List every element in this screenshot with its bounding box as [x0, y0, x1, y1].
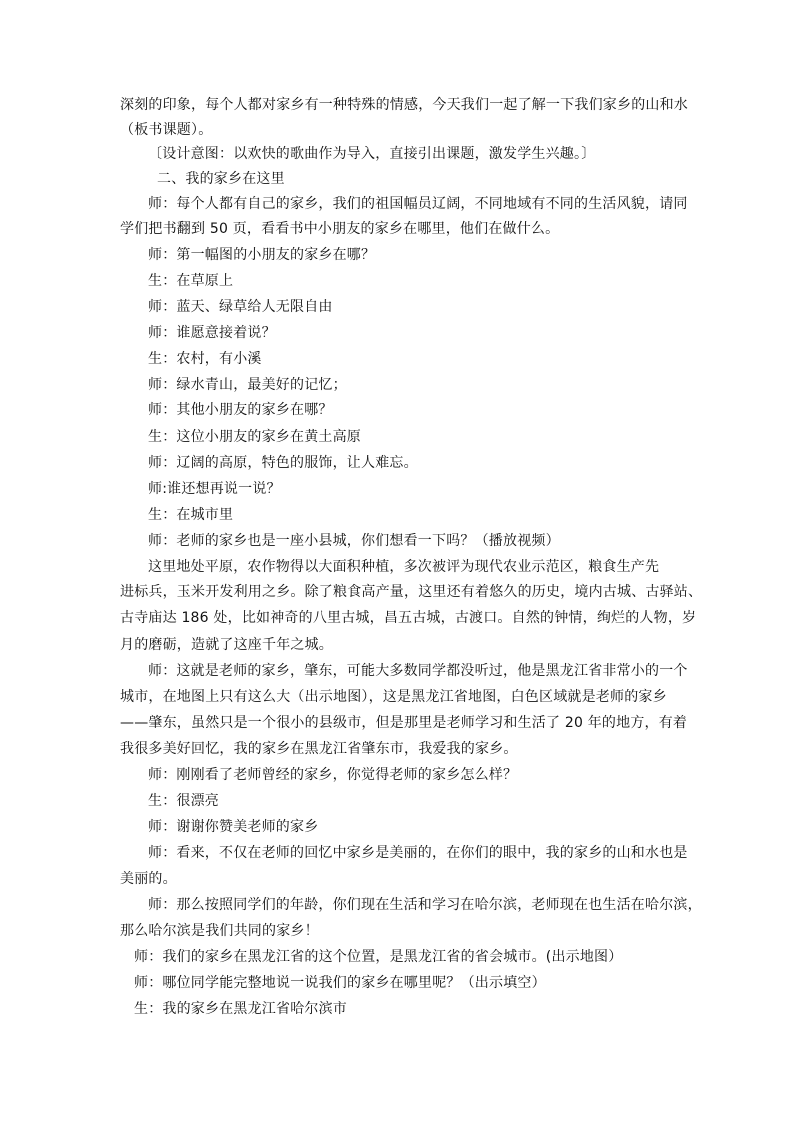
text-line: 师：每个人都有自己的家乡，我们的祖国幅员辽阔，不同地域有不同的生活风貌，请同: [148, 196, 688, 212]
section-heading: 二、我的家乡在这里: [157, 171, 285, 187]
dialogue-line: 师：我们的家乡在黑龙江省的这个位置，是黑龙江省的省会城市。(出示地图）: [134, 949, 623, 965]
dialogue-line: 生：我的家乡在黑龙江省哈尔滨市: [134, 1001, 347, 1017]
dialogue-line: 师：谢谢你赞美老师的家乡: [148, 819, 319, 835]
design-intent-note: 〔设计意图：以欢快的歌曲作为导入，直接引出课题，激发学生兴趣。〕: [148, 146, 596, 162]
dialogue-line: 生：农村，有小溪: [148, 351, 262, 367]
dialogue-line: 生：在城市里: [148, 507, 234, 523]
video-text-line: 古寺庙达 186 处，比如神奇的八里古城，昌五古城，古渡口。自然的钟情，绚烂的人物，岁: [120, 610, 697, 626]
text-line: 我很多美好回忆，我的家乡在黑龙江省肇东市，我爱我的家乡。: [120, 741, 518, 757]
text-line: 城市，在地图上只有这么大（出示地图），这是黑龙江省地图，白色区域就是老师的家乡: [120, 689, 667, 705]
text-line: （板书课题）。: [120, 122, 213, 138]
dialogue-line: 师：看来，不仅在老师的回忆中家乡是美丽的，在你们的眼中，我的家乡的山和水也是: [148, 845, 688, 861]
dialogue-line: 生：这位小朋友的家乡在黄土高原: [148, 429, 361, 445]
text-line: ——肇东，虽然只是一个很小的县级市，但是那里是老师学习和生活了 20 年的地方，有着: [120, 715, 688, 731]
dialogue-line: 师：谁愿意接着说？: [148, 325, 276, 341]
text-line: 深刻的印象，每个人都对家乡有一种特殊的情感，今天我们一起了解一下我们家乡的山和水: [120, 97, 688, 113]
dialogue-line: 师：那么按照同学们的年龄，你们现在生活和学习在哈尔滨，老师现在也生活在哈尔滨，: [148, 897, 702, 913]
dialogue-line: 生：在草原上: [148, 273, 234, 289]
dialogue-line: 师：辽阔的高原，特色的服饰，让人难忘。: [148, 455, 418, 471]
text-line: 那么哈尔滨是我们共同的家乡！: [120, 923, 319, 939]
dialogue-line: 师：绿水青山，最美好的记忆；: [148, 377, 347, 393]
text-line: 学们把书翻到 50 页，看看书中小朋友的家乡在哪里，他们在做什么。: [120, 221, 560, 237]
dialogue-line: 师：这就是老师的家乡，肇东，可能大多数同学都没听过，他是黑龙江省非常小的一个: [148, 663, 688, 679]
text-line: 美丽的。: [120, 871, 177, 887]
dialogue-line: 师：哪位同学能完整地说一说我们的家乡在哪里呢？（出示填空）: [134, 975, 546, 991]
dialogue-line: 师：蓝天、绿草给人无限自由: [148, 299, 333, 315]
dialogue-line: 师：其他小朋友的家乡在哪？: [148, 402, 333, 418]
video-text-line: 月的磨砺，造就了这座千年之城。: [120, 637, 333, 653]
video-text-line: 进标兵，玉米开发利用之乡。除了粮食高产量，这里还有着悠久的历史，境内古城、古驿站、: [120, 584, 703, 600]
dialogue-line: 生：很漂亮: [148, 793, 219, 809]
dialogue-line: 师：刚刚看了老师曾经的家乡，你觉得老师的家乡怎么样？: [148, 767, 518, 783]
dialogue-line: 师:谁还想再说一说？: [148, 481, 281, 497]
dialogue-line: 师：第一幅图的小朋友的家乡在哪？: [148, 247, 376, 263]
dialogue-line: 师：老师的家乡也是一座小县城，你们想看一下吗？（播放视频）: [148, 533, 560, 549]
video-text-line: 这里地处平原，农作物得以大面积种植，多次被评为现代农业示范区，粮食生产先: [148, 559, 660, 575]
